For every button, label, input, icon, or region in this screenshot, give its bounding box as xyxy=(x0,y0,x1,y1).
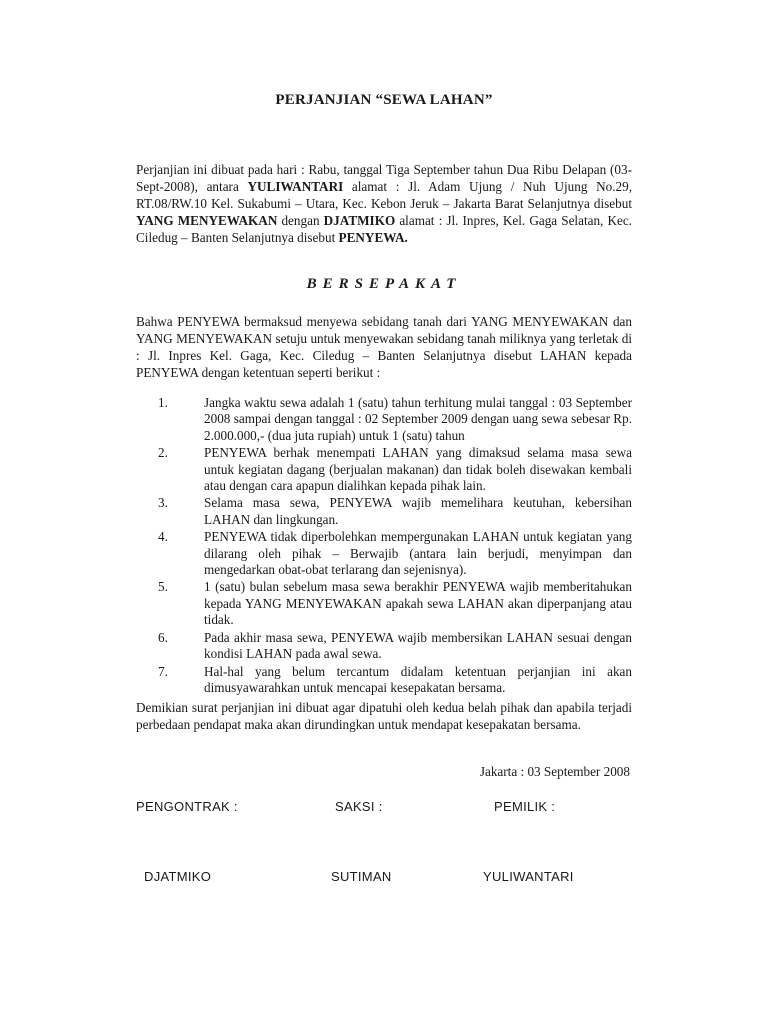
signature-role-tenant: PENGONTRAK : xyxy=(136,799,238,814)
list-item-number: 3. xyxy=(158,495,168,511)
intro-party-tenant: DJATMIKO xyxy=(323,213,396,228)
section-heading: BERSEPAKAT xyxy=(306,276,462,292)
signature-role-witness: SAKSI : xyxy=(335,799,383,814)
intro-role-owner: YANG MENYEWAKAN xyxy=(136,213,278,228)
list-item xyxy=(136,445,632,494)
list-item-number: 7. xyxy=(158,663,168,679)
list-item xyxy=(136,579,632,628)
signature-role-owner: PEMILIK : xyxy=(494,799,556,814)
intro-party-owner: YULIWANTARI xyxy=(247,179,344,194)
list-item-text: Hal-hal yang belum tercantum didalam ketentuan perjanjian ini akan dimusyawarahkan untuk mencapai kesepakatan bersama. xyxy=(204,663,632,695)
list-item xyxy=(136,664,632,697)
signature-name-witness: SUTIMAN xyxy=(331,869,392,884)
list-item-number: 5. xyxy=(158,579,168,595)
list-item-text: Pada akhir masa sewa, PENYEWA wajib membersikan LAHAN sesuai dengan kondisi LAHAN pada awal sewa. xyxy=(204,629,632,662)
intro-role-tenant: PENYEWA. xyxy=(338,230,408,245)
intro-text-2: alamat : Jl. Adam Ujung / Nuh Ujung No.29, RT.08/RW.10 Kel. Sukabumi – Utara, Kec. Kebon Jeruk – Jakarta Barat Selanjutnya disebut xyxy=(136,179,632,211)
list-item-text: Selama masa sewa, PENYEWA wajib memelihara keutuhan, kebersihan LAHAN dan lingkungan. xyxy=(204,495,632,527)
list-item-number: 1. xyxy=(158,395,168,410)
terms-list xyxy=(136,395,632,697)
place-date: Jakarta : 03 September 2008 xyxy=(479,764,630,779)
list-item-number: 6. xyxy=(158,629,168,645)
intro-text-3: dengan xyxy=(277,213,324,228)
intro-text-4: alamat : Jl. Inpres, Kel. Gaga Selatan, Kec. Ciledug – Banten Selanjutnya disebut xyxy=(136,213,632,245)
list-item-text: PENYEWA tidak diperbolehkan mempergunakan LAHAN untuk kegiatan yang dilarang oleh pihak – Berwajib (antara lain berjudi, menyimpan dan mengedarkan obat-obat terlarang dan sejenisnya). xyxy=(204,529,632,578)
document-title: PERJANJIAN “SEWA LAHAN” xyxy=(275,92,493,108)
list-item-text: 1 (satu) bulan sebelum masa sewa berakhir PENYEWA wajib memberitahukan kepada YANG MENYEWAKAN apakah sewa LAHAN akan diperpanjang atau tidak. xyxy=(204,579,632,628)
closing-paragraph: Demikian surat perjanjian ini dibuat agar dipatuhi oleh kedua belah pihak dan apabila terjadi perbedaan pendapat maka akan dirundingkan untuk mendapat kesepakatan bersama. xyxy=(136,700,632,732)
list-item-text: Jangka waktu sewa adalah 1 (satu) tahun terhitung mulai tanggal : 03 September 2008 sampai dengan tanggal : 02 September 2009 dengan uang sewa sebesar Rp. 2.000.000,- (dua juta rupiah) untuk 1 (satu) tahun xyxy=(204,395,632,443)
intro-text-1: Perjanjian ini dibuat pada hari : Rabu, tanggal Tiga September tahun Dua Ribu Delapan (03-Sept-2008), antara xyxy=(136,162,632,194)
list-item xyxy=(136,395,632,444)
list-item xyxy=(136,529,632,578)
list-item xyxy=(136,630,632,663)
intro-paragraph xyxy=(136,161,632,246)
list-item-number: 4. xyxy=(158,529,168,545)
signature-name-owner: YULIWANTARI xyxy=(483,869,574,884)
list-item xyxy=(136,495,632,528)
preamble-paragraph: Bahwa PENYEWA bermaksud menyewa sebidang tanah dari YANG MENYEWAKAN dan YANG MENYEWAKAN setuju untuk menyewakan sebidang tanah miliknya yang terletak di : Jl. Inpres Kel. Gaga, Kec. Ciledug – Banten Selanjutnya disebut LAHAN kepada PENYEWA dengan ketentuan seperti berikut : xyxy=(136,314,632,380)
list-item-number: 2. xyxy=(158,445,168,461)
signature-name-tenant: DJATMIKO xyxy=(144,869,212,884)
list-item-text: PENYEWA berhak menempati LAHAN yang dimaksud selama masa sewa untuk kegiatan dagang (berjualan makanan) dan tidak boleh disewakan kembali atau dengan cara apapun dialihkan kepada pihak lain. xyxy=(204,445,632,494)
